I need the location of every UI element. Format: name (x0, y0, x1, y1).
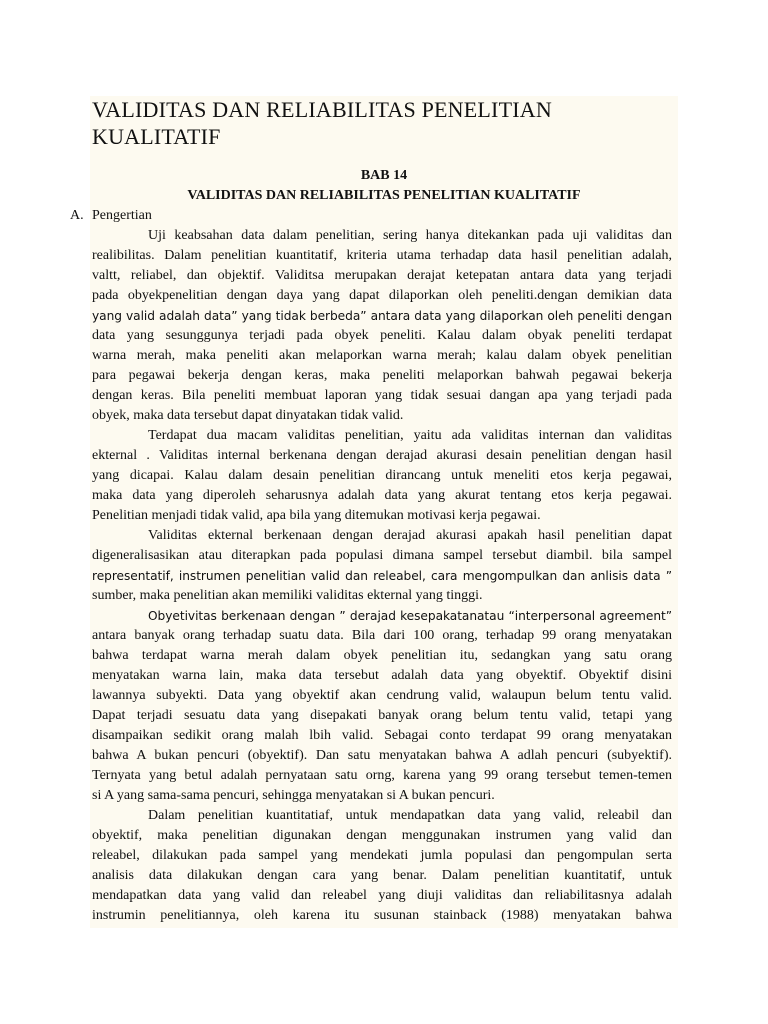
body-line: lawannya subyekti. Data yang obyektif akan cendrung valid, walaupun belum tentu valid. (92, 688, 672, 703)
body-line: Penelitian menjadi tidak valid, apa bila yang ditemukan motivasi kerja pegawai. (92, 508, 541, 523)
body-line: si A yang sama-sama pencuri, sehingga menyatakan si A bukan pencuri. (92, 788, 495, 803)
body-line: data yang sesunggunya terjadi pada obyek peneliti. Kalau dalam obyak peneliti terdapat (92, 328, 672, 343)
body-line: yang valid adalah data” yang tidak berbeda” antara data yang dilaporkan oleh peneliti dengan (92, 309, 672, 323)
body-line: Validitas ekternal berkenaan dengan derajad akurasi apakah hasil penelitian dapat (148, 528, 672, 543)
body-line: pada obyekpenelitian dengan daya yang dapat dilaporkan oleh peneliti.dengan demikian data (92, 288, 672, 303)
body-line: digeneralisasikan atau diterapkan pada populasi dimana sampel tersebut diambil. bila sampel (92, 548, 672, 563)
body-line: maka data yang diperoleh seharusnya adalah data yang akurat tentang etos kerja pegawai. (92, 488, 672, 503)
body-line: Uji keabsahan data dalam penelitian, sering hanya ditekankan pada uji validitas dan (148, 228, 672, 243)
body-line: Obyetivitas berkenaan dengan ” derajad kesepakatanatau “interpersonal agreement” (148, 609, 672, 623)
section-title: Pengertian (92, 208, 152, 223)
body-line: ekternal . Validitas internal berkenana dengan derajad akurasi desain penelitian dengan hasil (92, 448, 672, 463)
body-line: obyek, maka data tersebut dapat dinyatakan tidak valid. (92, 408, 404, 423)
chapter-number: BAB 14 (360, 168, 408, 183)
document-title-line-2: KUALITATIF (92, 124, 221, 149)
body-line: bahwa A bukan pencuri (obyektif). Dan satu menyatakan bahwa A adlah pencuri (subyektif). (92, 748, 672, 763)
body-line: mendapatkan data yang valid dan releabel yang diuji validitas dan reliabilitasnya adalah (92, 888, 672, 903)
body-line: analisis data dilakukan dengan cara yang benar. Dalam penelitian kuantitatif, untuk (92, 868, 672, 883)
body-line: Dapat terjadi sesuatu data yang disepakati banyak orang belum tentu valid, tetapi yang (92, 708, 672, 723)
body-line: dengan keras. Bila peneliti membuat laporan yang tidak sesuai dangan apa yang terjadi pada (92, 388, 672, 403)
chapter-title: VALIDITAS DAN RELIABILITAS PENELITIAN KUALITATIF (187, 188, 581, 203)
body-line: menyatakan warna lain, maka data tersebut adalah data yang obyektif. Obyektif disini (92, 668, 672, 683)
body-line: releabel, dilakukan pada sampel yang mendekati jumla populasi dan pengompulan serta (92, 848, 672, 863)
body-line: antara banyak orang terhadap suatu data. Bila dari 100 orang, terhadap 99 orang menyatakan (92, 628, 672, 643)
document-title (92, 96, 672, 150)
body-line: bahwa terdapat warna merah dalam obyek penelitian itu, sedangkan yang satu orang (92, 648, 672, 663)
body-line: obyektif, maka penelitian digunakan dengan menggunakan instrumen yang valid dan (92, 828, 672, 843)
section-heading (70, 206, 152, 226)
body-line: valtt, reliabel, dan objektif. Validitsa merupakan derajat ketepatan antara data yang terjadi (92, 268, 672, 283)
document-title-line-1: VALIDITAS DAN RELIABILITAS PENELITIAN (92, 97, 552, 122)
body-line: realibilitas. Dalam penelitian kuantitatif, kriteria utama terhadap data hasil penelitian adalah, (92, 248, 672, 263)
body-line: warna merah, maka peneliti akan melaporkan warna merah; kalau dalam obyek penelitian (92, 348, 672, 363)
body-line: sumber, maka penelitian akan memiliki validitas ekternal yang tinggi. (92, 588, 483, 603)
body-line: representatif, instrumen penelitian valid dan releabel, cara mengompulkan dan anlisis data ” (92, 569, 672, 583)
body-line: disampaikan sedikit orang malah lbih valid. Sebagai conto terdapat 99 orang menyatakan (92, 728, 672, 743)
body-line: Terdapat dua macam validitas penelitian, yaitu ada validitas internan dan validitas (148, 428, 672, 443)
body-line: para pegawai bekerja dengan keras, maka peneliti melaporkan bahwah pegawai bekerja (92, 368, 672, 383)
section-marker: A. (70, 208, 84, 223)
body-line: Dalam penelitian kuantitatiaf, untuk mendapatkan data yang valid, releabil dan (148, 808, 672, 823)
body-line: instrumin penelitiannya, oleh karena itu susunan stainback (1988) menyatakan bahwa (92, 908, 672, 923)
body-line: Ternyata yang betul adalah pernyataan satu orng, karena yang 99 orang tersebut temen-temen (92, 768, 672, 783)
body-line: yang dicapai. Kalau dalam desain penelitian dirancang untuk meneliti etos kerja pegawai, (92, 468, 672, 483)
